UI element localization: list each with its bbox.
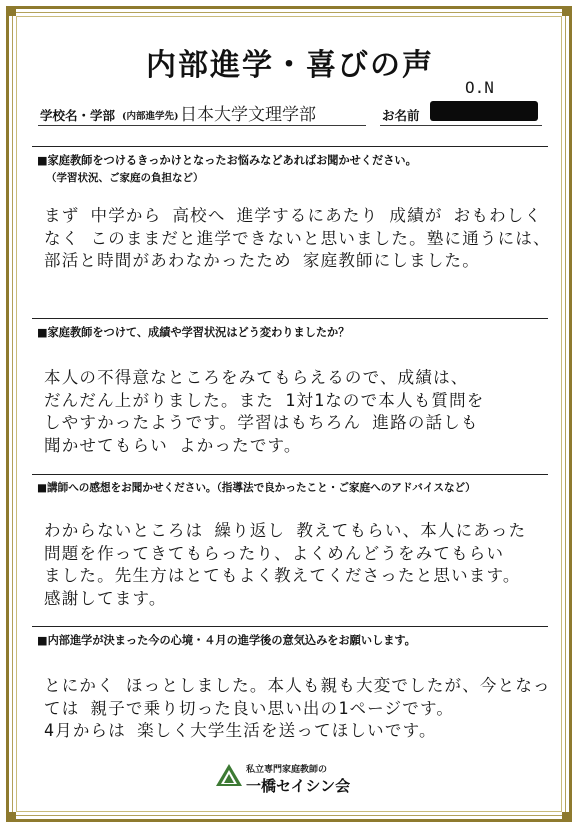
answer-line: 聞かせてもらい よかったです。 — [44, 435, 302, 455]
question-4: ■内部進学が決まった今の心境・４月の進学後の意気込みをお願いします。 — [37, 633, 416, 647]
question-1: ■家庭教師をつけるきっかけとなったお悩みなどあればお聞かせください。 — [37, 153, 417, 167]
divider — [32, 474, 548, 475]
answer-line: まず 中学から 高校へ 進学するにあたり 成績が おもわしく — [44, 206, 543, 225]
school-underline — [38, 125, 366, 126]
page-title: 内部進学・喜びの声 — [146, 48, 434, 83]
question-2: ■家庭教師をつけて、成績や学習状況はどう変わりましたか？ — [37, 325, 350, 339]
answer-line: とにかく ほっとしました。本人も親も大変でしたが、今となっ — [44, 676, 551, 695]
question-1-sub: （学習状況、ご家庭の負担など） — [46, 172, 204, 184]
answer-line: ては 親子で乗り切った良い思い出の1ページです。 — [44, 698, 455, 718]
answer-4 — [44, 675, 551, 743]
footer-subtitle: 私立専門家庭教師の — [246, 765, 328, 775]
redacted-name — [430, 101, 538, 121]
divider — [32, 146, 548, 147]
mountain-logo-icon — [215, 763, 243, 787]
school-label-note: (内部進学先) — [122, 111, 179, 122]
footer-brand: 一橋セイシン会 — [246, 777, 351, 795]
answer-line: ました。先生方はとてもよく教えてくださったと思います。 — [44, 566, 521, 585]
name-value: O.N — [465, 78, 494, 97]
answer-line: 本人の不得意なところをみてもらえるので、成績は、 — [44, 368, 469, 387]
question-3: ■講師への感想をお聞かせください。（指導法で良かったこと・ご家庭へのアドバイスなど） — [37, 482, 476, 494]
answer-line: なく このままだと進学できないと思いました。塾に通うには、 — [44, 228, 551, 248]
answer-line: しやすかったようです。学習はもちろん 進路の話しも — [44, 413, 479, 432]
answer-line: だんだん上がりました。また 1対1なので本人も質問を — [44, 390, 485, 410]
name-underline — [380, 125, 542, 126]
answer-3 — [44, 520, 544, 610]
school-value: 日本大学文理学部 — [180, 105, 316, 125]
divider — [32, 626, 548, 627]
answer-2 — [44, 367, 544, 457]
answer-line: わからないところは 繰り返し 教えてもらい、本人にあった — [44, 521, 527, 540]
answer-1 — [44, 205, 551, 273]
answer-line: 部活と時間があわなかったため 家庭教師にしました。 — [44, 251, 480, 270]
answer-line: 感謝してます。 — [44, 588, 167, 608]
school-label: 学校名・学部 — [40, 108, 116, 123]
answer-line: 問題を作ってきてもらったり、よくめんどうをみてもらい — [44, 543, 505, 563]
divider — [32, 318, 548, 319]
name-label: お名前 — [382, 108, 420, 123]
answer-line: 4月からは 楽しく大学生活を送ってほしいです。 — [44, 721, 437, 740]
